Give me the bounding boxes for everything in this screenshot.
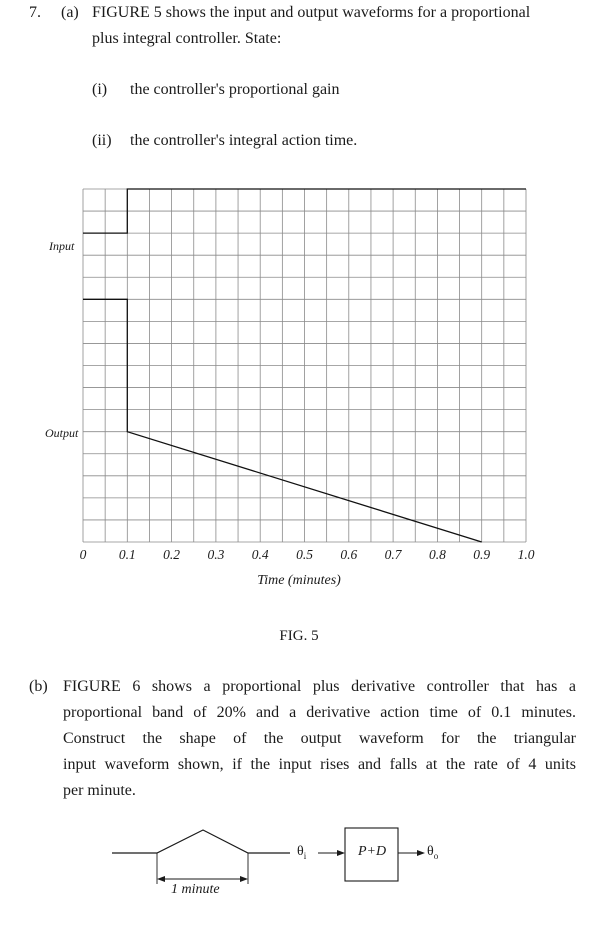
input-arrow-icon — [337, 850, 345, 856]
triangular-input-waveform — [112, 830, 290, 853]
figure-5-caption: FIG. 5 — [279, 628, 319, 644]
duration-label: 1 minute — [171, 882, 220, 897]
x-tick-label: 0.2 — [163, 547, 181, 562]
duration-arrow-right-icon — [240, 876, 248, 882]
x-tick-label: 0.8 — [428, 547, 446, 562]
x-tick-label: 0.4 — [251, 547, 269, 562]
output-axis-label: Output — [45, 426, 79, 440]
duration-arrow-left-icon — [157, 876, 165, 882]
part-b-line-1: FIGURE 6 shows a proportional plus derivative controller that has a — [63, 678, 576, 695]
x-tick-label: 0.3 — [207, 547, 225, 562]
pd-block-label: P+D — [358, 844, 387, 859]
part-b-line-2: proportional band of 20% and a derivative action time of 0.1 minutes. — [63, 704, 576, 721]
output-symbol: $\theta_o$ — [427, 844, 439, 861]
part-b-line-3: Construct the shape of the output waveform for the triangular — [63, 730, 576, 747]
part-a-line-1: FIGURE 5 shows the input and output waveforms for a proportional — [92, 4, 531, 21]
input-symbol-subscript: i — [303, 850, 307, 861]
output-symbol-subscript: o — [433, 850, 439, 861]
part-b-label: (b) — [29, 678, 48, 695]
x-tick-label: 0.5 — [296, 547, 313, 562]
part-a-label: (a) — [61, 4, 79, 21]
x-tick-label: 0.7 — [384, 547, 402, 562]
x-tick-label: 0.1 — [118, 547, 136, 562]
question-number: 7. — [29, 4, 41, 21]
x-tick-label: 0.6 — [340, 547, 358, 562]
item-ii-label: (ii) — [92, 132, 112, 149]
x-tick-label: 1.0 — [517, 547, 535, 562]
x-axis-label: Time (minutes) — [257, 573, 341, 588]
item-i-label: (i) — [92, 81, 108, 98]
output-arrow-icon — [417, 850, 425, 856]
input-symbol: $\theta_i$ — [297, 844, 307, 861]
part-b-line-5: per minute. — [63, 782, 136, 799]
item-i-text: the controller's proportional gain — [130, 81, 340, 98]
x-tick-label: 0.9 — [473, 547, 491, 562]
item-ii-text: the controller's integral action time. — [130, 132, 358, 149]
part-b-line-4: input waveform shown, if the input rises and falls at the rate of 4 units — [63, 756, 576, 773]
part-a-line-2: plus integral controller. State: — [92, 30, 282, 47]
input-axis-label: Input — [49, 239, 75, 253]
x-tick-label: 0 — [79, 547, 87, 562]
